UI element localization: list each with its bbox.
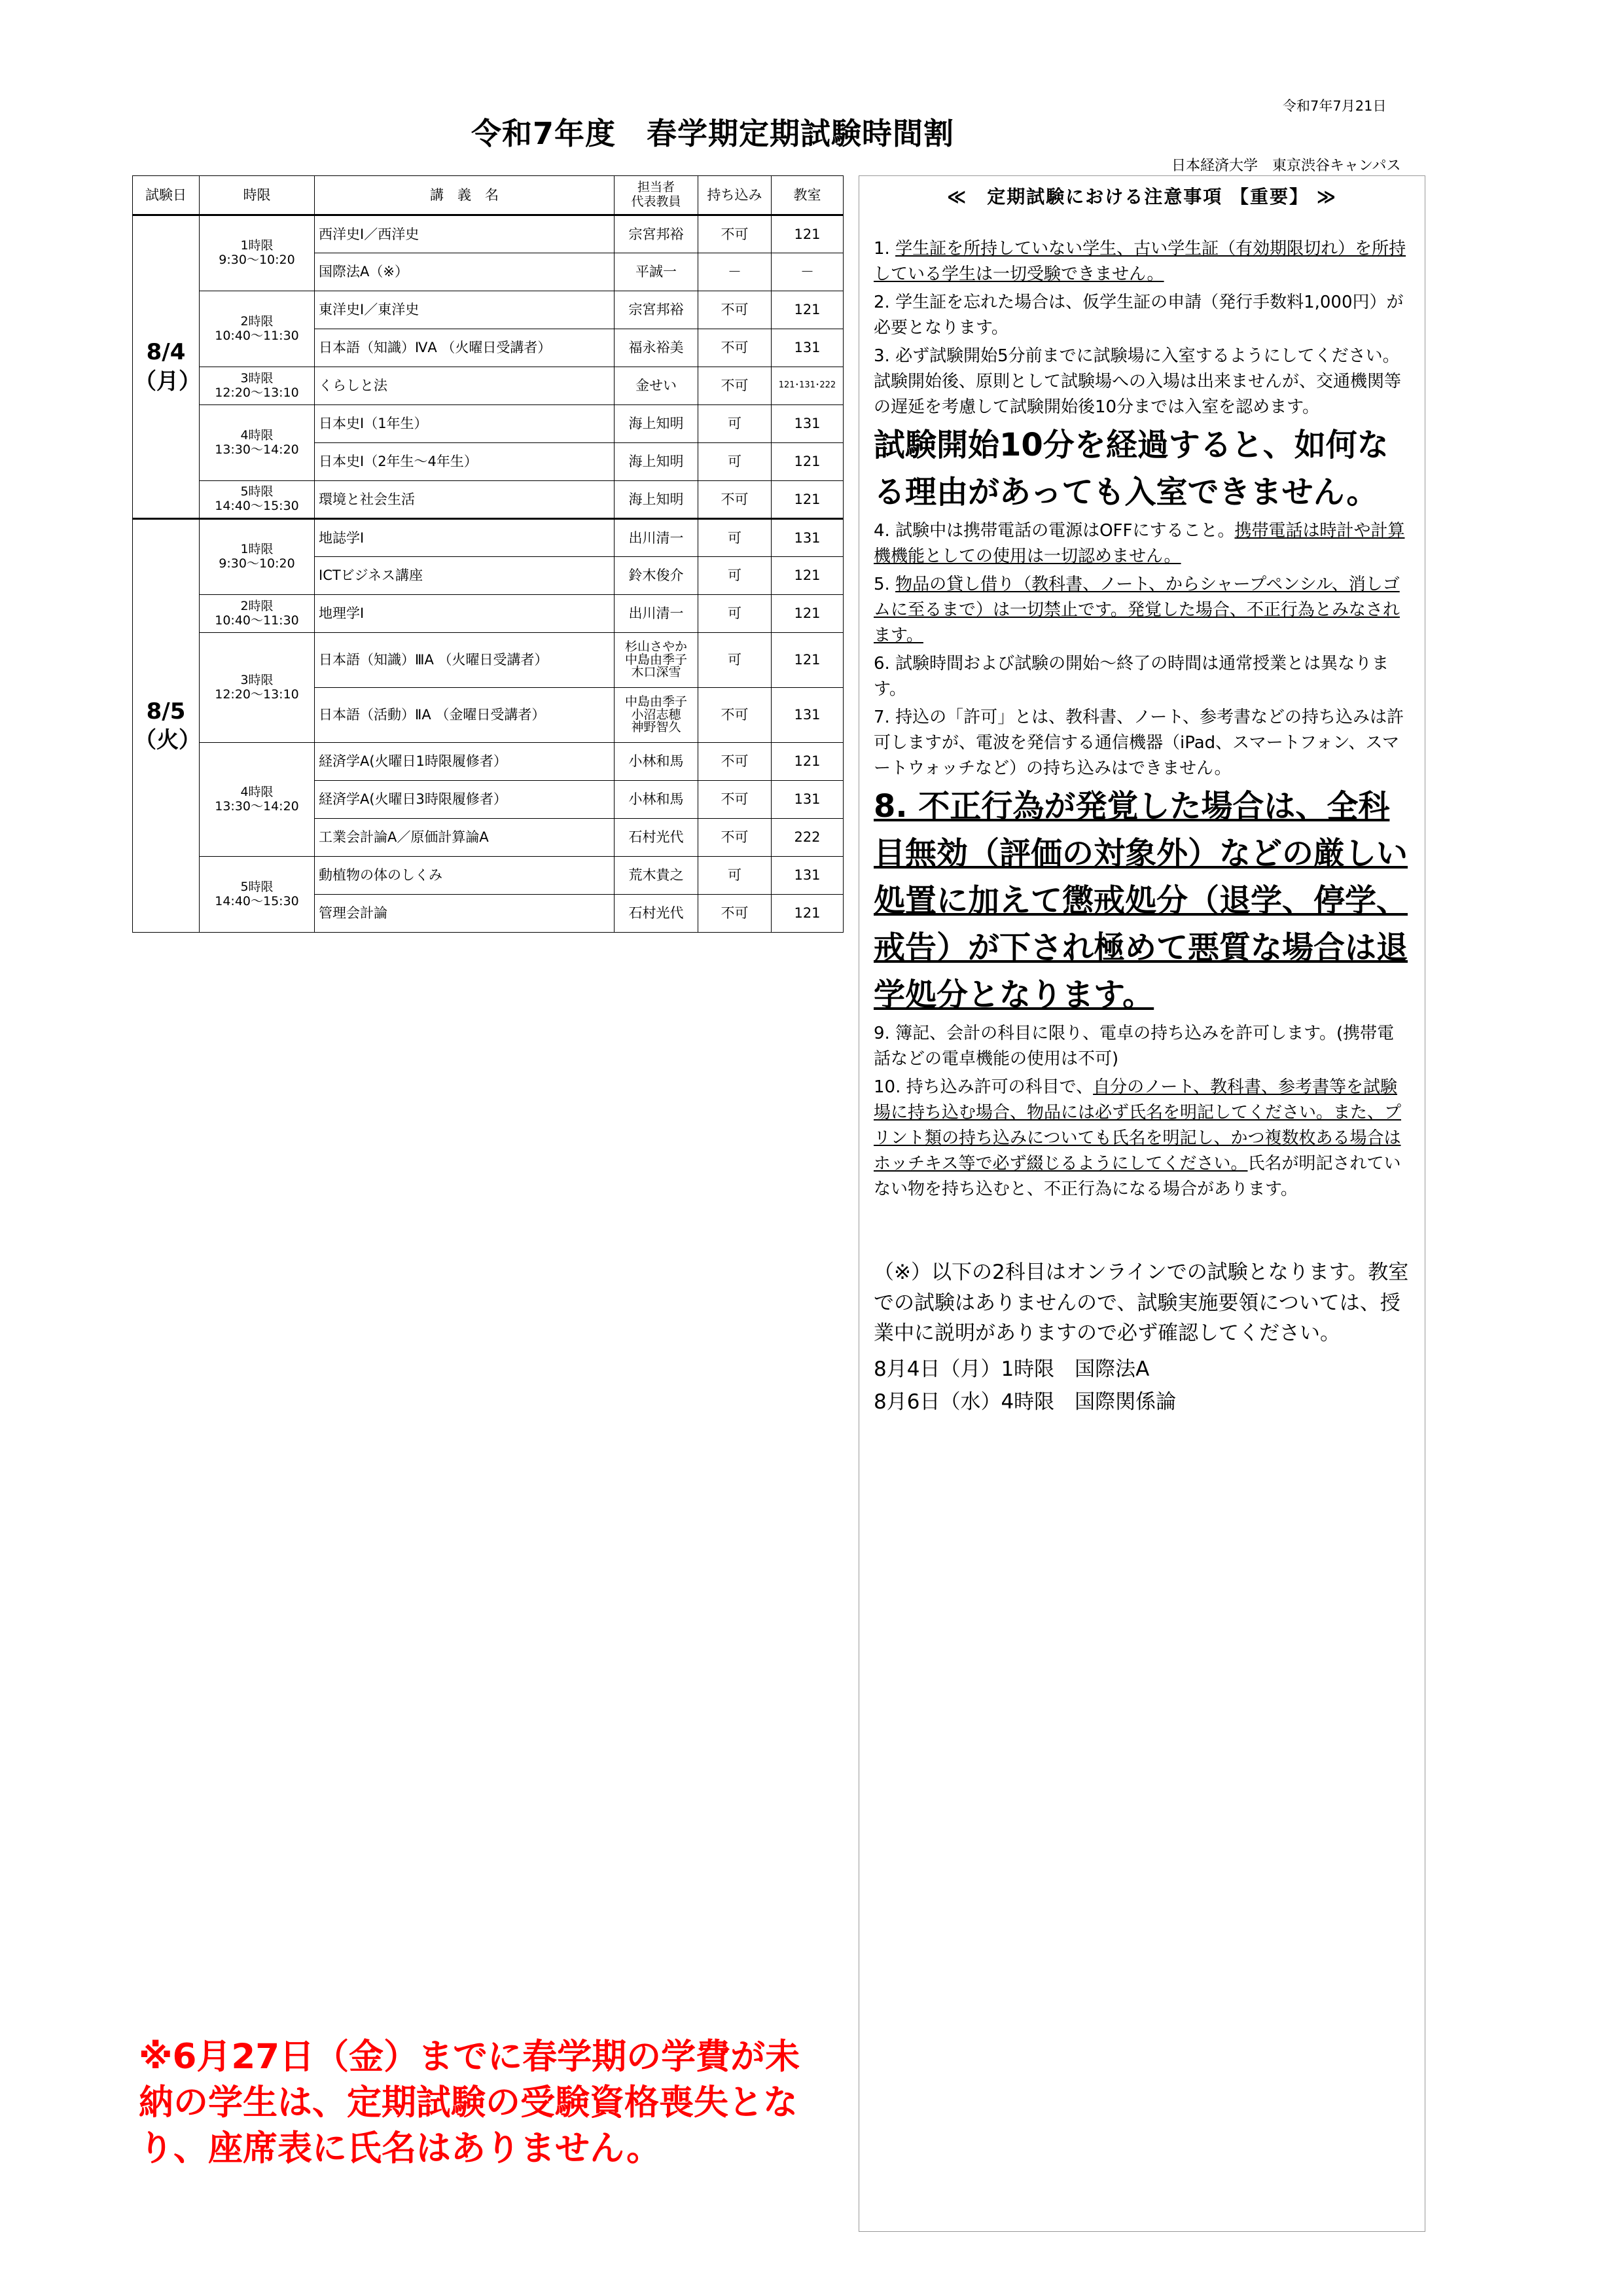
bring-cell: 可 [698,443,772,481]
teacher-cell: 海上知明 [615,443,698,481]
notice-item-1 [874,236,1410,287]
notice-item-7: 7. 持込の「許可」とは、教科書、ノート、参考書などの持ち込みは許可しますが、電波を発信する通信機器（iPad、スマートフォン、スマートウォッチなど）の持ち込みはできません。 [874,708,1404,778]
teacher-cell: 鈴木俊介 [615,557,698,595]
bring-cell: 可 [698,405,772,443]
bring-cell: 不可 [698,367,772,405]
room-cell: 222 [772,819,844,857]
bring-cell: 可 [698,857,772,895]
page-title: 令和7年度 春学期定期試験時間割 [471,116,955,151]
bring-cell: 可 [698,595,772,633]
notice-1-text: 学生証を所持していない学生、古い学生証（有効期限切れ）を所持している学生は一切受験できません。 [874,239,1406,284]
bring-cell: 不可 [698,743,772,781]
notice-4-underline: 携帯電話は時計や計算機機能としての使用は一切認めません。 [874,521,1405,566]
bring-cell: 可 [698,557,772,595]
period-cell: 5時限 14:40～15:30 [200,481,315,519]
bring-cell: 不可 [698,781,772,819]
notice-item-3: 3. 必ず試験開始5分前までに試験場に入室するようにしてください。試験開始後、原則として試験場への入場は出来ませんが、交通機関等の遅延を考慮して試験開始後10分までは入室を認めます。 [874,346,1402,417]
table-header-row [133,176,844,215]
table-row [133,743,844,781]
course-cell: 経済学A(火曜日3時限履修者） [315,781,615,819]
course-cell: 東洋史Ⅰ／東洋史 [315,291,615,329]
header-course: 講 義 名 [315,176,615,215]
teacher-cell: 平誠一 [615,253,698,291]
table-row [133,367,844,405]
notice-5-text: 物品の貸し借り（教科書、ノート、からシャープペンシル、消しゴムに至るまで）は一切禁止です。発覚した場合、不正行為とみなされます。 [874,575,1400,645]
header-day: 試験日 [133,176,200,215]
bring-cell: 可 [698,633,772,688]
room-cell: 121 [772,443,844,481]
teacher-cell: 小林和馬 [615,781,698,819]
room-cell: 121 [772,215,844,253]
period-cell: 5時限 14:40～15:30 [200,857,315,933]
bring-cell: 不可 [698,329,772,367]
bring-cell: 不可 [698,481,772,519]
room-cell: 121 [772,291,844,329]
period-cell: 2時限 10:40～11:30 [200,595,315,633]
notice-heading: ≪ 定期試験における注意事項 【重要】 ≫ [946,186,1338,207]
table-row [133,595,844,633]
notice-item-10 [874,1075,1410,1202]
period-cell: 3時限 12:20～13:10 [200,633,315,743]
online-item-2: 8月6日（水）4時限 国際関係論 [874,1390,1177,1414]
header-teacher: 担当者 代表教員 [615,176,698,215]
campus-label: 日本経済大学 東京渋谷キャンパス [1171,158,1401,174]
course-cell: くらしと法 [315,367,615,405]
course-cell: 管理会計論 [315,895,615,933]
course-cell: 日本語（活動）ⅡA （金曜日受講者） [315,688,615,743]
course-cell: 工業会計論A／原価計算論A [315,819,615,857]
teacher-cell: 石村光代 [615,819,698,857]
bring-cell: － [698,253,772,291]
teacher-cell: 宗宮邦裕 [615,215,698,253]
header-bring: 持ち込み [698,176,772,215]
table-row [133,405,844,443]
teacher-cell: 海上知明 [615,405,698,443]
room-cell: 121 [772,481,844,519]
notice-10-tail: 氏名が明記されていない物を持ち込むと、不正行為になる場合があります。 [874,1154,1401,1199]
notice-5-num: 5. [874,575,896,594]
course-cell: 地理学Ⅰ [315,595,615,633]
course-cell: 日本語（知識）ⅢA （火曜日受講者） [315,633,615,688]
room-cell: 121 [772,595,844,633]
teacher-cell: 福永裕美 [615,329,698,367]
online-note: （※）以下の2科目はオンラインでの試験となります。教室での試験はありませんので、試験実施要領については、授業中に説明がありますので必ず確認してください。 [874,1261,1409,1345]
period-cell: 4時限 13:30～14:20 [200,743,315,857]
notice-item-5 [874,572,1410,649]
course-cell: 日本史Ⅰ（2年生～4年生） [315,443,615,481]
notice-10-text: 10. 持ち込み許可の科目で、 [874,1077,1094,1097]
bring-cell: 不可 [698,215,772,253]
room-cell: 121 [772,895,844,933]
room-cell: 121･131･222 [772,367,844,405]
notice-item-9: 9. 簿記、会計の科目に限り、電卓の持ち込みを許可します。(携帯電話などの電卓機能の使用は不可) [874,1024,1395,1069]
room-cell: 131 [772,688,844,743]
course-cell: 地誌学Ⅰ [315,519,615,557]
table-row [133,215,844,253]
bring-cell: 不可 [698,291,772,329]
notice-1-num: 1. [874,239,896,259]
table-row [133,519,844,557]
header-room: 教室 [772,176,844,215]
room-cell: 131 [772,781,844,819]
course-cell: 日本史Ⅰ（1年生） [315,405,615,443]
teacher-cell: 中島由季子 小沼志穂 神野智久 [615,688,698,743]
bring-cell: 不可 [698,688,772,743]
room-cell: 121 [772,743,844,781]
notice-item-6: 6. 試験時間および試験の開始～終了の時間は通常授業とは異なります。 [874,654,1389,699]
room-cell: 121 [772,557,844,595]
period-cell: 3時限 12:20～13:10 [200,367,315,405]
notice-4-text: 4. 試験中は携帯電話の電源はOFFにすること。 [874,521,1235,541]
period-cell: 2時限 10:40～11:30 [200,291,315,367]
bring-cell: 可 [698,519,772,557]
issue-date: 令和7年7月21日 [1283,98,1387,114]
room-cell: － [772,253,844,291]
teacher-cell: 石村光代 [615,895,698,933]
notice-item-4 [874,518,1410,569]
period-cell: 1時限 9:30～10:20 [200,519,315,595]
table-row [133,481,844,519]
period-cell: 4時限 13:30～14:20 [200,405,315,481]
room-cell: 131 [772,857,844,895]
teacher-cell: 荒木貴之 [615,857,698,895]
course-cell: ICTビジネス講座 [315,557,615,595]
header-period: 時限 [200,176,315,215]
notice-item-3-emphasis: 試験開始10分を経過すると、如何なる理由があっても入室できません。 [874,427,1389,511]
notice-panel [859,175,1425,2232]
teacher-cell: 金せい [615,367,698,405]
table-row [133,633,844,688]
period-cell: 1時限 9:30～10:20 [200,215,315,291]
day-cell: 8/5 （火） [133,519,200,933]
course-cell: 動植物の体のしくみ [315,857,615,895]
teacher-cell: 出川清一 [615,595,698,633]
course-cell: 日本語（知識）ⅣA （火曜日受講者） [315,329,615,367]
course-cell: 環境と社会生活 [315,481,615,519]
notice-item-8: 8. 不正行為が発覚した場合は、全科目無効（評価の対象外）などの厳しい処置に加えて懲戒処分（退学、停学、戒告）が下され極めて悪質な場合は退学処分となります。 [874,788,1408,1013]
day-cell: 8/4 （月） [133,215,200,519]
notice-10-underline: 自分のノート、教科書、参考書等を試験場に持ち込む場合、物品には必ず氏名を明記してください。また、プリント類の持ち込みについても氏名を明記し、かつ複数枚ある場合はホッチキス等で必ず綴じるようにしてください。 [874,1077,1402,1174]
course-cell: 経済学A(火曜日1時限履修者） [315,743,615,781]
bring-cell: 不可 [698,819,772,857]
tuition-warning: ※6月27日（金）までに春学期の学費が未納の学生は、定期試験の受験資格喪失となり、座席表に氏名はありません。 [139,2037,800,2168]
room-cell: 131 [772,519,844,557]
exam-schedule-table [132,175,844,933]
online-item-1: 8月4日（月）1時限 国際法A [874,1357,1150,1381]
table-row [133,291,844,329]
notice-item-2: 2. 学生証を忘れた場合は、仮学生証の申請（発行手数料1,000円）が必要となります。 [874,293,1404,338]
course-cell: 国際法A（※） [315,253,615,291]
course-cell: 西洋史Ⅰ／西洋史 [315,215,615,253]
teacher-cell: 杉山さやか 中島由季子 木口深雪 [615,633,698,688]
bring-cell: 不可 [698,895,772,933]
room-cell: 131 [772,405,844,443]
table-row [133,857,844,895]
room-cell: 131 [772,329,844,367]
teacher-cell: 小林和馬 [615,743,698,781]
teacher-cell: 海上知明 [615,481,698,519]
teacher-cell: 宗宮邦裕 [615,291,698,329]
teacher-cell: 出川清一 [615,519,698,557]
room-cell: 121 [772,633,844,688]
